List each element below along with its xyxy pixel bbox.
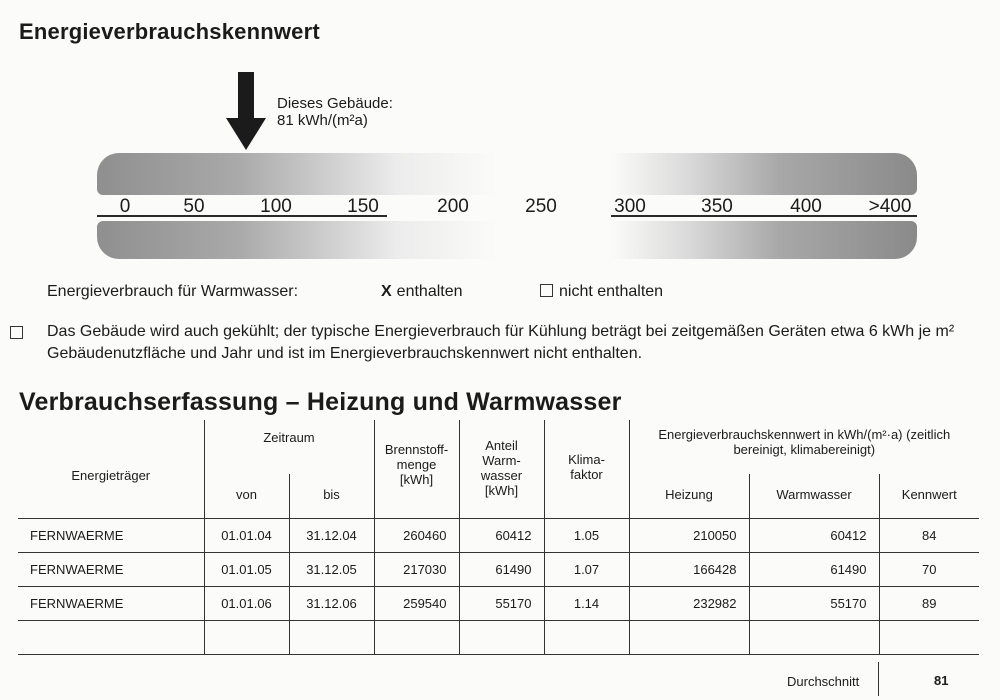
scale-tick: 200 bbox=[437, 196, 469, 217]
header-carrier: Energieträger bbox=[71, 468, 151, 483]
warmwater-not-included-label: nicht enthalten bbox=[559, 283, 664, 300]
cell-climate: 1.07 bbox=[544, 553, 629, 587]
cell-to: 31.12.04 bbox=[289, 519, 374, 553]
header-fuel: Brennstoff-menge [kWh] bbox=[374, 420, 459, 519]
cell-climate: 1.14 bbox=[544, 587, 629, 621]
table-row bbox=[18, 553, 979, 587]
cell-heating: 210050 bbox=[629, 519, 749, 553]
scale-tick: >400 bbox=[868, 196, 912, 217]
cell-kennwert: 70 bbox=[879, 553, 979, 587]
header-period: Zeitraum bbox=[204, 420, 374, 474]
energy-index-title: Energieverbrauchskennwert bbox=[19, 19, 320, 44]
cell-ww-share: 55170 bbox=[459, 587, 544, 621]
scale-tick: 100 bbox=[260, 196, 292, 217]
header-kennwert-group: Energieverbrauchskennwert in kWh/(m²·a) (zeitlich bereinigt, klimabereinigt) bbox=[629, 420, 979, 474]
cell-from: 01.01.05 bbox=[204, 553, 289, 587]
building-label: Dieses Gebäude: bbox=[277, 95, 393, 112]
cell-climate: 1.05 bbox=[544, 519, 629, 553]
building-value: 81 kWh/(m²a) bbox=[277, 112, 368, 129]
cell-ww-share: 61490 bbox=[459, 553, 544, 587]
warmwater-included-label: enthalten bbox=[396, 283, 463, 300]
table-row bbox=[18, 587, 979, 621]
consumption-table bbox=[18, 420, 979, 655]
average-label: Durchschnitt bbox=[787, 674, 860, 689]
cell-fuel: 259540 bbox=[374, 587, 459, 621]
cell-from: 01.01.06 bbox=[204, 587, 289, 621]
header-kennwert: Kennwert bbox=[879, 474, 979, 519]
cell-carrier: FERNWAERME bbox=[18, 587, 204, 621]
cell-from: 01.01.04 bbox=[204, 519, 289, 553]
header-to: bis bbox=[289, 474, 374, 519]
cell-fuel: 260460 bbox=[374, 519, 459, 553]
cell-heating: 232982 bbox=[629, 587, 749, 621]
cell-to: 31.12.06 bbox=[289, 587, 374, 621]
building-value-label bbox=[277, 95, 393, 129]
cell-carrier: FERNWAERME bbox=[18, 519, 204, 553]
header-from: von bbox=[204, 474, 289, 519]
consumption-title: Verbrauchserfassung – Heizung und Warmwasser bbox=[19, 388, 622, 416]
cell-ww: 55170 bbox=[749, 587, 879, 621]
cell-kennwert: 89 bbox=[879, 587, 979, 621]
scale-band-left-top bbox=[97, 153, 497, 195]
cell-fuel: 217030 bbox=[374, 553, 459, 587]
warmwater-included-option[interactable] bbox=[381, 283, 463, 301]
cell-kennwert: 84 bbox=[879, 519, 979, 553]
scale-tick: 250 bbox=[525, 196, 557, 217]
scale-line-left bbox=[97, 215, 387, 217]
cell-ww: 61490 bbox=[749, 553, 879, 587]
average-separator bbox=[878, 662, 879, 696]
warmwater-not-included-option[interactable] bbox=[540, 283, 663, 301]
average-value: 81 bbox=[934, 673, 949, 688]
arrow-down-icon bbox=[226, 72, 266, 150]
scale-band-right-top bbox=[611, 153, 917, 195]
checkbox-checked-mark[interactable]: X bbox=[381, 283, 392, 300]
cell-ww-share: 60412 bbox=[459, 519, 544, 553]
cooling-checkbox[interactable] bbox=[10, 326, 23, 339]
cell-heating: 166428 bbox=[629, 553, 749, 587]
scale-tick: 50 bbox=[183, 196, 205, 217]
header-heating: Heizung bbox=[629, 474, 749, 519]
cell-ww: 60412 bbox=[749, 519, 879, 553]
cell-carrier: FERNWAERME bbox=[18, 553, 204, 587]
warmwater-label: Energieverbrauch für Warmwasser: bbox=[47, 283, 299, 300]
scale-tick: 350 bbox=[701, 196, 733, 217]
scale-band-left-bottom bbox=[97, 221, 497, 259]
header-ww: Warmwasser bbox=[749, 474, 879, 519]
header-climate: Klima-faktor bbox=[544, 420, 629, 519]
table-row-empty bbox=[18, 621, 979, 655]
scale-tick: 150 bbox=[347, 196, 379, 217]
scale-tick: 300 bbox=[614, 196, 646, 217]
scale-tick: 400 bbox=[790, 196, 822, 217]
scale-band-right-bottom bbox=[611, 221, 917, 259]
scale-tick: 0 bbox=[119, 196, 131, 217]
header-ww-share: Anteil Warm-wasser [kWh] bbox=[459, 420, 544, 519]
cooling-note: Das Gebäude wird auch gekühlt; der typische Energieverbrauch für Kühlung beträgt bei zeitgemäßen Geräten etwa 6 kWh je m² Gebäudenutzfläche und Jahr und ist im Energieverbrauchskennwert nicht enthalten. bbox=[47, 323, 955, 362]
checkbox-unchecked[interactable] bbox=[540, 284, 553, 297]
cell-to: 31.12.05 bbox=[289, 553, 374, 587]
table-row bbox=[18, 519, 979, 553]
